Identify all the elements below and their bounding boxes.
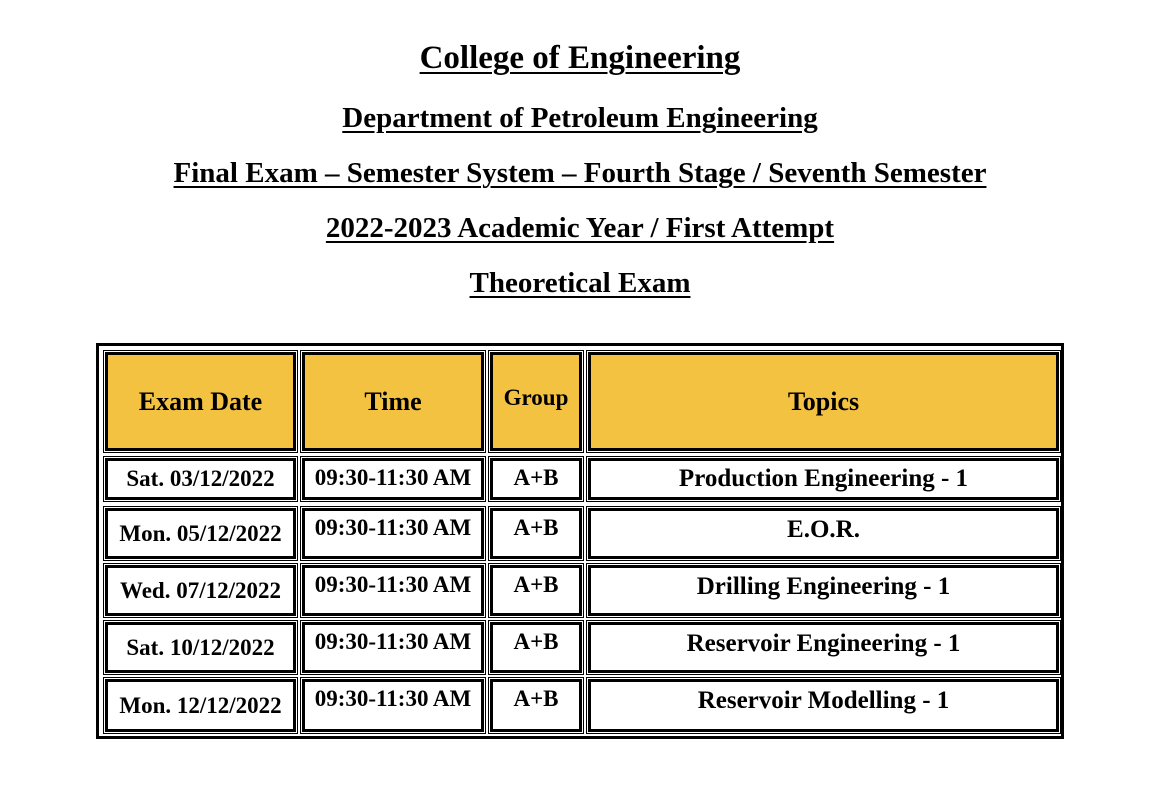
row-1-group: A+B — [490, 458, 582, 500]
row-4-topic: Reservoir Engineering - 1 — [588, 622, 1059, 673]
row-2-date: Mon. 05/12/2022 — [105, 508, 296, 559]
row-5-topic: Reservoir Modelling - 1 — [588, 679, 1059, 732]
academic-year-title: 2022-2023 Academic Year / First Attempt — [325, 212, 835, 244]
header-group: Group — [490, 352, 582, 451]
row-2-time: 09:30-11:30 AM — [302, 508, 484, 559]
exam-type-title: Theoretical Exam — [469, 267, 691, 299]
row-3-group: A+B — [490, 565, 582, 616]
exam-title: Final Exam – Semester System – Fourth Stage / Seventh Semester — [173, 157, 987, 189]
row-4-date: Sat. 10/12/2022 — [105, 622, 296, 673]
row-5-group: A+B — [490, 679, 582, 732]
department-title: Department of Petroleum Engineering — [342, 102, 818, 134]
exam-schedule-table — [96, 343, 1064, 739]
row-3-topic: Drilling Engineering - 1 — [588, 565, 1059, 616]
header-time: Time — [302, 352, 484, 451]
row-3-date: Wed. 07/12/2022 — [105, 565, 296, 616]
row-4-time: 09:30-11:30 AM — [302, 622, 484, 673]
row-3-time: 09:30-11:30 AM — [302, 565, 484, 616]
header-exam-date: Exam Date — [105, 352, 296, 451]
row-2-group: A+B — [490, 508, 582, 559]
row-1-topic: Production Engineering - 1 — [588, 458, 1059, 500]
college-title: College of Engineering — [419, 40, 741, 76]
row-5-date: Mon. 12/12/2022 — [105, 679, 296, 732]
row-1-date: Sat. 03/12/2022 — [105, 458, 296, 500]
row-4-group: A+B — [490, 622, 582, 673]
row-5-time: 09:30-11:30 AM — [302, 679, 484, 732]
row-1-time: 09:30-11:30 AM — [302, 458, 484, 500]
header-topics: Topics — [588, 352, 1059, 451]
row-2-topic: E.O.R. — [588, 508, 1059, 559]
